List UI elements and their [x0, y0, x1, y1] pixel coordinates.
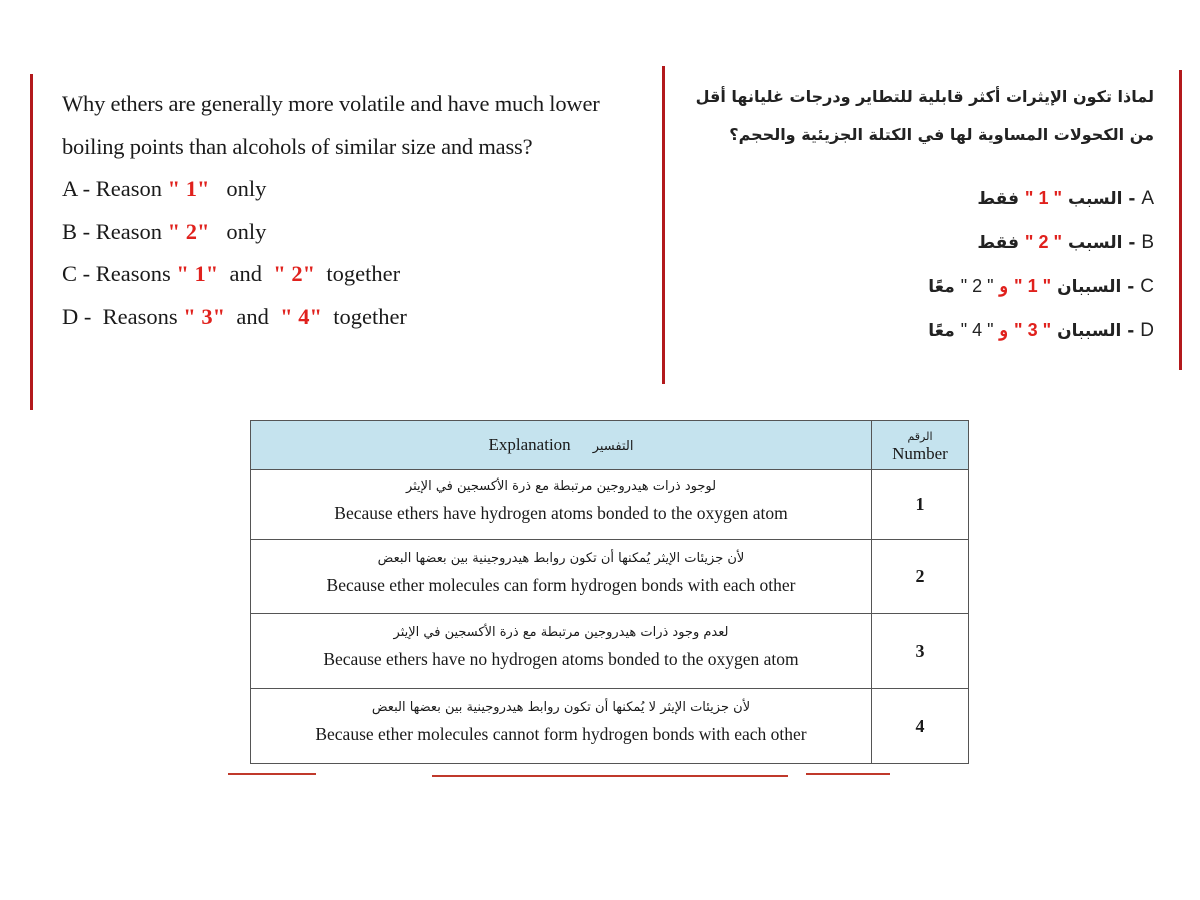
question-text-arabic-line1: لماذا تكون الإيثرات أكثر قابلية للتطاير ودرجات غليانها أقل — [695, 87, 1154, 106]
right-border-line — [1179, 70, 1182, 370]
reason-number: " 1" — [176, 261, 219, 286]
reason-number: " 4" — [280, 303, 322, 329]
table-row — [251, 540, 969, 614]
reason-number: " 3" — [183, 303, 226, 329]
table-row — [251, 470, 969, 540]
option-d[interactable]: D - Reasons " 3" and " 4" together — [62, 303, 407, 329]
number-cell: 2 — [872, 540, 969, 614]
reason-number: " 1" — [167, 176, 210, 201]
option-a[interactable]: A - Reason " 1" only — [62, 176, 267, 201]
explanation-cell: لأن جزيئات الإيثر لا يُمكنها أن تكون روابط هيدروجينية بين بعضها البعض Because ether molecules cannot form hydrogen bonds with each other — [251, 689, 872, 764]
bottom-divider-line-3 — [806, 773, 890, 775]
options-list-english — [62, 168, 652, 338]
explanation-cell: لوجود ذرات هيدروجين مرتبطة مع ذرة الأكسجين في الإيثر Because ethers have hydrogen atoms bonded to the oxygen atom — [251, 470, 872, 540]
arabic-question-panel — [674, 78, 1154, 353]
center-divider-line — [662, 66, 665, 384]
header-explanation: Explanation التفسير — [251, 421, 872, 470]
arabic-option-a[interactable]: A - السبب " 1 " فقط — [977, 188, 1154, 209]
header-number: الرقم Number — [872, 421, 969, 470]
option-c[interactable]: C - Reasons " 1" and " 2" together — [62, 261, 401, 286]
number-cell: 4 — [872, 689, 969, 764]
number-cell: 3 — [872, 614, 969, 689]
reason-number: " 2" — [273, 261, 316, 286]
question-text-arabic-line2: من الكحولات المساوية لها في الكتلة الجزيئية والحجم؟ — [729, 125, 1154, 144]
explanation-table — [250, 420, 969, 764]
reason-number: " 2" — [167, 218, 210, 244]
bottom-divider-line-1 — [228, 773, 316, 775]
options-list-arabic — [674, 177, 1154, 353]
question-text-english: Why ethers are generally more volatile and have much lower boiling points than alcohols of similar size and mass? — [62, 91, 600, 159]
explanation-cell: لأن جزيئات الإيثر يُمكنها أن تكون روابط هيدروجينية بين بعضها البعض Because ether molecules can form hydrogen bonds with each other — [251, 540, 872, 614]
table-row — [251, 614, 969, 689]
table-header-row — [251, 421, 969, 470]
arabic-option-c[interactable]: C - السببان " 1 " و " 2 " معًا — [928, 276, 1154, 297]
english-question-panel — [62, 82, 652, 338]
left-border-line — [30, 74, 33, 410]
arabic-option-d[interactable]: D - السببان " 3 " و " 4 " معًا — [928, 320, 1154, 341]
bottom-divider-line-2 — [432, 775, 788, 777]
arabic-option-b[interactable]: B - السبب " 2 " فقط — [977, 232, 1154, 253]
option-b[interactable]: B - Reason " 2" only — [62, 218, 267, 244]
number-cell: 1 — [872, 470, 969, 540]
explanation-cell: لعدم وجود ذرات هيدروجين مرتبطة مع ذرة الأكسجين في الإيثر Because ethers have no hydrogen atoms bonded to the oxygen atom — [251, 614, 872, 689]
table-row — [251, 689, 969, 764]
